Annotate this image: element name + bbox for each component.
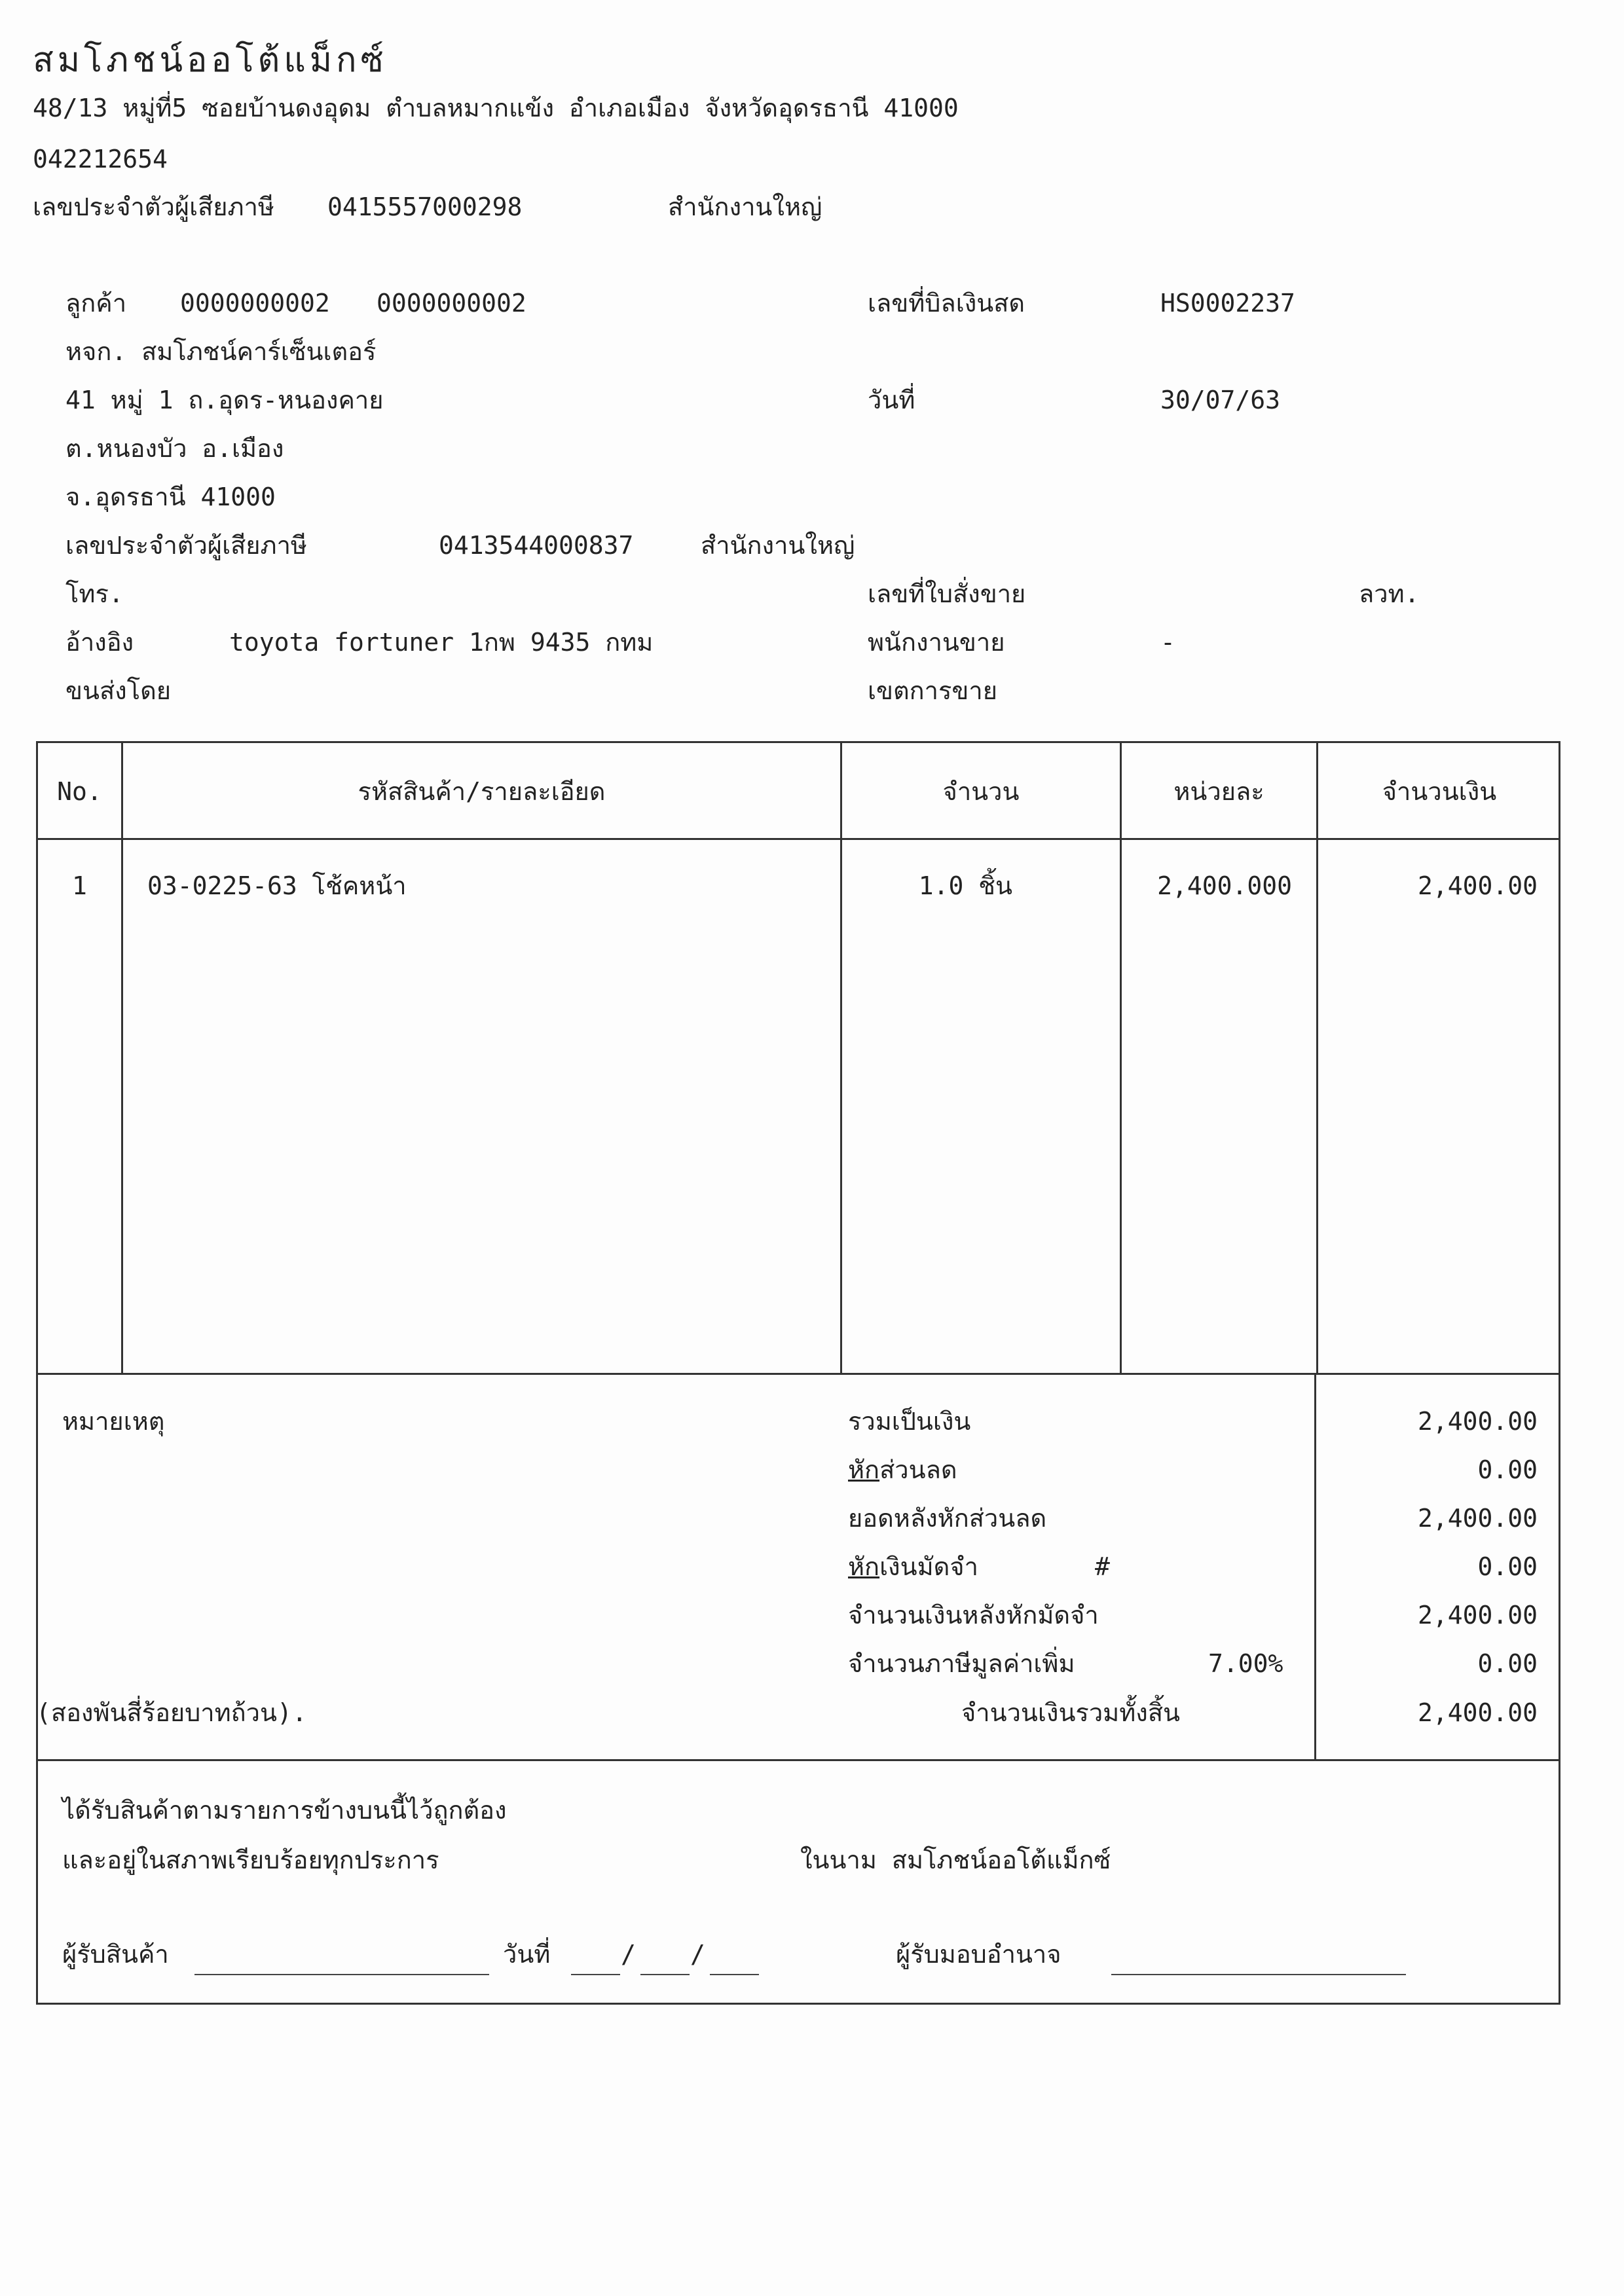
header-quantity: จำนวน xyxy=(942,777,1020,806)
customer-name: หจก. สมโภชน์คาร์เซ็นเตอร์ xyxy=(65,337,377,366)
table-col-divider xyxy=(1316,741,1318,1375)
company-phone: 042212654 xyxy=(33,145,168,173)
on-behalf-of: ในนาม สมโภชน์ออโต้แม็กซ์ xyxy=(800,1846,1111,1874)
subtotal-label: รวมเป็นเงิน xyxy=(848,1407,971,1436)
reference-label: อ้างอิง xyxy=(65,628,134,657)
customer-address-3: จ.อุดรธานี 41000 xyxy=(65,483,276,511)
table-col-divider xyxy=(840,741,842,1375)
header-unit-price: หน่วยละ xyxy=(1173,777,1264,806)
deposit-label: หักเงินมัดจำ xyxy=(848,1552,978,1581)
bill-no-label: เลขที่บิลเงินสด xyxy=(868,289,1025,318)
customer-code-1: 0000000002 xyxy=(180,289,330,318)
vat-rate: 7.00% xyxy=(1208,1649,1283,1678)
customer-address-1: 41 หมู่ 1 ถ.อุดร-หนองคาย xyxy=(65,386,384,414)
company-address: 48/13 หมู่ที่5 ซอยบ้านดงอุดม ตำบลหมากแข้ง อำเภอเมือง จังหวัดอุดรธานี 41000 xyxy=(33,94,959,122)
header-no: No. xyxy=(57,777,102,806)
company-name: สมโภชน์ออโต้แม็กซ์ xyxy=(33,41,388,80)
row-unit-price: 2,400.000 xyxy=(1157,871,1292,900)
receiver-signature-line xyxy=(194,1974,489,1975)
header-description: รหัสสินค้า/รายละเอียด xyxy=(358,777,606,806)
table-col-divider xyxy=(121,741,123,1375)
customer-phone-label: โทร. xyxy=(65,579,124,608)
receipt-statement-1: ได้รับสินค้าตามรายการข้างบนนี้ไว้ถูกต้อง xyxy=(62,1796,507,1825)
customer-address-2: ต.หนองบัว อ.เมือง xyxy=(65,434,284,463)
receive-date-label: วันที่ xyxy=(503,1940,551,1969)
receive-date-month-line xyxy=(640,1974,690,1975)
sales-area-label: เขตการขาย xyxy=(868,676,997,705)
customer-label: ลูกค้า xyxy=(65,289,127,318)
row-amount: 2,400.00 xyxy=(1417,871,1538,900)
discount-label: หักส่วนลด xyxy=(848,1455,957,1484)
salesperson-label: พนักงานขาย xyxy=(868,628,1005,657)
customer-tax-id: 0413544000837 xyxy=(439,531,634,560)
bill-no: HS0002237 xyxy=(1160,289,1295,318)
total-label: จำนวนเงินรวมทั้งสิ้น xyxy=(961,1698,1180,1727)
row-description: 03-0225-63 โช้คหน้า xyxy=(147,871,407,900)
sales-order-value: ลวท. xyxy=(1359,579,1420,608)
after-deposit-value: 2,400.00 xyxy=(1417,1601,1538,1630)
after-discount-value: 2,400.00 xyxy=(1417,1504,1538,1533)
table-col-divider xyxy=(1120,741,1122,1375)
receipt-statement-2: และอยู่ในสภาพเรียบร้อยทุกประการ xyxy=(62,1846,439,1874)
row-quantity: 1.0 ชิ้น xyxy=(918,871,1012,900)
header-amount: จำนวนเงิน xyxy=(1382,777,1497,806)
remark-label: หมายเหตุ xyxy=(62,1407,165,1436)
receive-date-year-line xyxy=(710,1974,759,1975)
deposit-value: 0.00 xyxy=(1477,1552,1538,1581)
shipping-label: ขนส่งโดย xyxy=(65,676,172,705)
customer-code-2: 0000000002 xyxy=(377,289,526,318)
reference-value: toyota fortuner 1กพ 9435 กทม xyxy=(229,628,654,657)
sales-order-label: เลขที่ใบสั่งขาย xyxy=(868,579,1026,608)
receive-date-slash: / xyxy=(621,1940,636,1969)
discount-value: 0.00 xyxy=(1477,1455,1538,1484)
salesperson-value: - xyxy=(1160,628,1175,657)
receive-date-day-line xyxy=(571,1974,620,1975)
authorized-label: ผู้รับมอบอำนาจ xyxy=(896,1940,1061,1969)
total-value: 2,400.00 xyxy=(1417,1698,1538,1727)
items-table xyxy=(36,741,1560,1375)
vat-label: จำนวนภาษีมูลค่าเพิ่ม xyxy=(848,1649,1075,1678)
subtotal-value: 2,400.00 xyxy=(1417,1407,1538,1436)
company-tax-id-label: เลขประจำตัวผู้เสียภาษี xyxy=(33,192,274,221)
company-branch: สำนักงานใหญ่ xyxy=(668,192,822,221)
amount-in-words: (สองพันสี่ร้อยบาทถ้วน). xyxy=(36,1698,307,1727)
customer-tax-label: เลขประจำตัวผู้เสียภาษี xyxy=(65,531,307,560)
receive-date-slash: / xyxy=(690,1940,705,1969)
table-header-divider xyxy=(36,838,1560,840)
company-tax-id: 0415557000298 xyxy=(327,192,523,221)
summary-col-divider xyxy=(1314,1373,1316,1761)
receiver-label: ผู้รับสินค้า xyxy=(62,1940,169,1969)
bill-date-label: วันที่ xyxy=(868,386,915,414)
deposit-hash: # xyxy=(1095,1552,1110,1581)
vat-value: 0.00 xyxy=(1477,1649,1538,1678)
after-deposit-label: จำนวนเงินหลังหักมัดจำ xyxy=(848,1601,1099,1630)
customer-branch: สำนักงานใหญ่ xyxy=(701,531,855,560)
bill-date: 30/07/63 xyxy=(1160,386,1281,414)
after-discount-label: ยอดหลังหักส่วนลด xyxy=(848,1504,1047,1533)
authorized-signature-line xyxy=(1111,1974,1406,1975)
row-no: 1 xyxy=(72,871,87,900)
